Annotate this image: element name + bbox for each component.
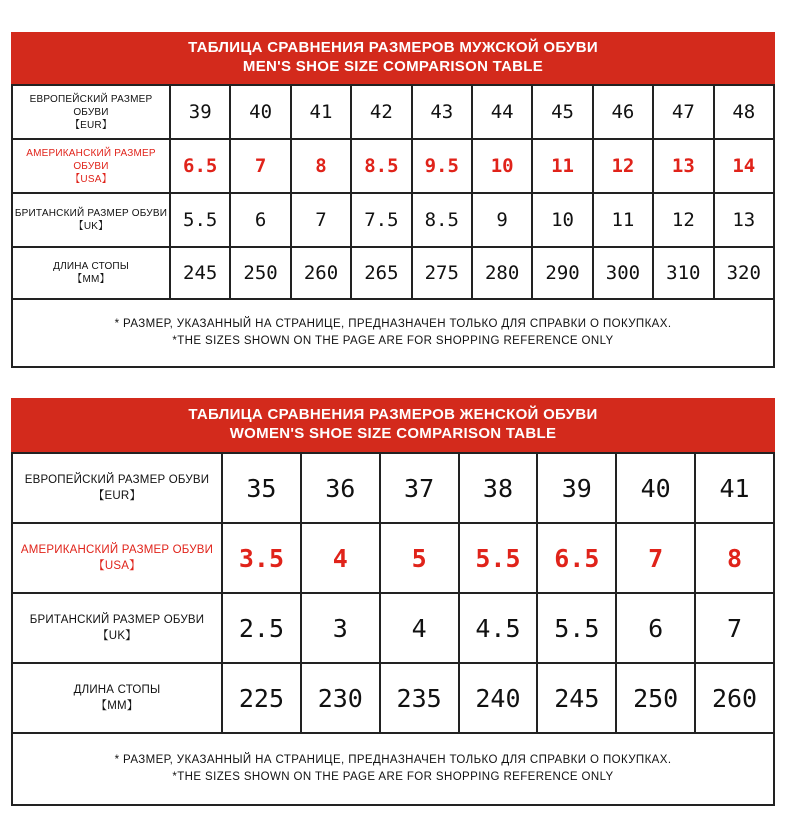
size-cell: 265 bbox=[351, 247, 411, 299]
size-cell: 2.5 bbox=[222, 593, 301, 663]
size-cell: 43 bbox=[412, 85, 472, 139]
mens-size-table bbox=[11, 84, 775, 368]
womens-row-uk bbox=[12, 593, 774, 663]
size-cell: 48 bbox=[714, 85, 774, 139]
womens-chart-header bbox=[11, 398, 775, 452]
size-cell: 8 bbox=[291, 139, 351, 193]
size-cell: 5.5 bbox=[537, 593, 616, 663]
size-cell: 6.5 bbox=[537, 523, 616, 593]
size-cell: 13 bbox=[653, 139, 713, 193]
size-cell: 8.5 bbox=[351, 139, 411, 193]
row-label: АМЕРИКАНСКИЙ РАЗМЕР ОБУВИ 【USA】 bbox=[12, 523, 222, 593]
size-cell: 11 bbox=[532, 139, 592, 193]
size-cell: 275 bbox=[412, 247, 472, 299]
size-cell: 7 bbox=[230, 139, 290, 193]
size-cell: 46 bbox=[593, 85, 653, 139]
row-label: ЕВРОПЕЙСКИЙ РАЗМЕР ОБУВИ 【EUR】 bbox=[12, 453, 222, 523]
size-cell: 250 bbox=[616, 663, 695, 733]
mens-note-row bbox=[12, 299, 774, 367]
size-cell: 260 bbox=[695, 663, 774, 733]
size-cell: 310 bbox=[653, 247, 713, 299]
mens-title-ru: ТАБЛИЦА СРАВНЕНИЯ РАЗМЕРОВ МУЖСКОЙ ОБУВИ bbox=[188, 39, 598, 56]
mens-row-usa bbox=[12, 139, 774, 193]
mens-row-mm bbox=[12, 247, 774, 299]
size-cell: 8 bbox=[695, 523, 774, 593]
size-cell: 6 bbox=[230, 193, 290, 247]
size-cell: 39 bbox=[537, 453, 616, 523]
size-cell: 8.5 bbox=[412, 193, 472, 247]
size-cell: 240 bbox=[459, 663, 538, 733]
size-cell: 280 bbox=[472, 247, 532, 299]
womens-note-row bbox=[12, 733, 774, 805]
size-cell: 40 bbox=[616, 453, 695, 523]
size-cell: 250 bbox=[230, 247, 290, 299]
row-label: БРИТАНСКИЙ РАЗМЕР ОБУВИ 【UK】 bbox=[12, 193, 170, 247]
womens-row-mm bbox=[12, 663, 774, 733]
womens-note: * РАЗМЕР, УКАЗАННЫЙ НА СТРАНИЦЕ, ПРЕДНАЗНАЧЕН ТОЛЬКО ДЛЯ СПРАВКИ О ПОКУПКАХ. *THE SIZES SHOWN ON THE PAGE ARE FOR SHOPPING REFERENCE ONLY bbox=[12, 733, 774, 805]
size-cell: 38 bbox=[459, 453, 538, 523]
size-cell: 45 bbox=[532, 85, 592, 139]
size-cell: 36 bbox=[301, 453, 380, 523]
size-cell: 6 bbox=[616, 593, 695, 663]
size-cell: 245 bbox=[537, 663, 616, 733]
size-cell: 39 bbox=[170, 85, 230, 139]
size-cell: 44 bbox=[472, 85, 532, 139]
mens-size-chart bbox=[11, 32, 775, 368]
womens-title-ru: ТАБЛИЦА СРАВНЕНИЯ РАЗМЕРОВ ЖЕНСКОЙ ОБУВИ bbox=[188, 406, 598, 423]
womens-row-eur bbox=[12, 453, 774, 523]
size-cell: 42 bbox=[351, 85, 411, 139]
size-cell: 4.5 bbox=[459, 593, 538, 663]
size-cell: 260 bbox=[291, 247, 351, 299]
row-label: АМЕРИКАНСКИЙ РАЗМЕР ОБУВИ 【USA】 bbox=[12, 139, 170, 193]
row-label: ЕВРОПЕЙСКИЙ РАЗМЕР ОБУВИ 【EUR】 bbox=[12, 85, 170, 139]
size-cell: 41 bbox=[291, 85, 351, 139]
size-cell: 5 bbox=[380, 523, 459, 593]
size-cell: 47 bbox=[653, 85, 713, 139]
size-cell: 40 bbox=[230, 85, 290, 139]
size-cell: 3.5 bbox=[222, 523, 301, 593]
mens-row-uk bbox=[12, 193, 774, 247]
size-cell: 9 bbox=[472, 193, 532, 247]
size-cell: 290 bbox=[532, 247, 592, 299]
size-cell: 10 bbox=[472, 139, 532, 193]
row-label: ДЛИНА СТОПЫ 【MM】 bbox=[12, 663, 222, 733]
size-cell: 245 bbox=[170, 247, 230, 299]
size-cell: 10 bbox=[532, 193, 592, 247]
size-cell: 4 bbox=[380, 593, 459, 663]
size-cell: 9.5 bbox=[412, 139, 472, 193]
size-cell: 41 bbox=[695, 453, 774, 523]
mens-title-en: MEN'S SHOE SIZE COMPARISON TABLE bbox=[242, 58, 544, 75]
size-cell: 13 bbox=[714, 193, 774, 247]
size-cell: 37 bbox=[380, 453, 459, 523]
size-cell: 235 bbox=[380, 663, 459, 733]
size-cell: 35 bbox=[222, 453, 301, 523]
womens-row-usa bbox=[12, 523, 774, 593]
size-cell: 225 bbox=[222, 663, 301, 733]
size-cell: 7.5 bbox=[351, 193, 411, 247]
size-cell: 320 bbox=[714, 247, 774, 299]
size-cell: 5.5 bbox=[170, 193, 230, 247]
mens-chart-header bbox=[11, 32, 775, 84]
size-cell: 7 bbox=[616, 523, 695, 593]
size-cell: 3 bbox=[301, 593, 380, 663]
size-cell: 12 bbox=[653, 193, 713, 247]
size-cell: 6.5 bbox=[170, 139, 230, 193]
size-cell: 11 bbox=[593, 193, 653, 247]
mens-row-eur bbox=[12, 85, 774, 139]
size-cell: 12 bbox=[593, 139, 653, 193]
row-label: БРИТАНСКИЙ РАЗМЕР ОБУВИ 【UK】 bbox=[12, 593, 222, 663]
size-cell: 14 bbox=[714, 139, 774, 193]
size-cell: 7 bbox=[291, 193, 351, 247]
size-cell: 230 bbox=[301, 663, 380, 733]
womens-size-chart bbox=[11, 398, 775, 806]
size-cell: 5.5 bbox=[459, 523, 538, 593]
womens-title-en: WOMEN'S SHOE SIZE COMPARISON TABLE bbox=[229, 425, 557, 442]
row-label: ДЛИНА СТОПЫ 【MM】 bbox=[12, 247, 170, 299]
size-cell: 4 bbox=[301, 523, 380, 593]
mens-note: * РАЗМЕР, УКАЗАННЫЙ НА СТРАНИЦЕ, ПРЕДНАЗНАЧЕН ТОЛЬКО ДЛЯ СПРАВКИ О ПОКУПКАХ. *THE SIZES SHOWN ON THE PAGE ARE FOR SHOPPING REFERENCE ONLY bbox=[12, 299, 774, 367]
womens-size-table bbox=[11, 452, 775, 806]
size-cell: 300 bbox=[593, 247, 653, 299]
size-cell: 7 bbox=[695, 593, 774, 663]
